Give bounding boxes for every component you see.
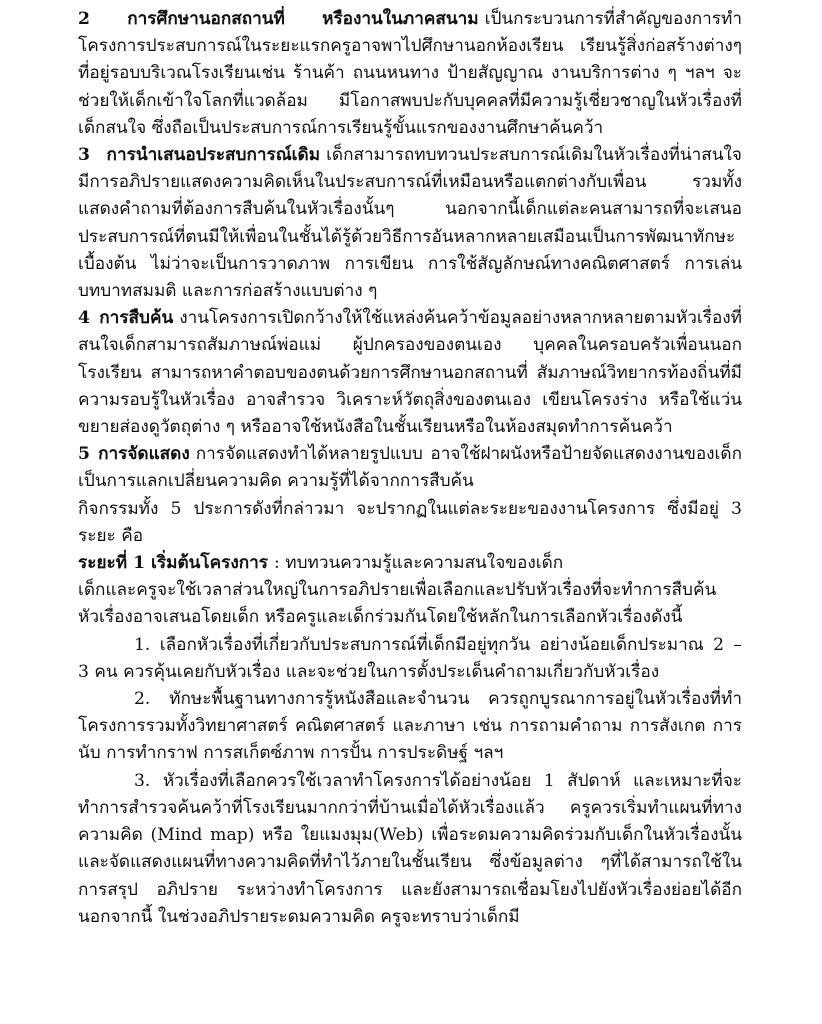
section-2 xyxy=(78,6,742,142)
phase-1-heading-line xyxy=(78,550,742,577)
section-4 xyxy=(78,305,742,441)
section-body: เด็กสามารถทบทวนประสบการณ์เดิมในหัวเรื่องที่น่าสนใจ มีการอภิปรายแสดงความคิดเห็นในประสบการณ์ที่เหมือนหรือแตกต่างกับเพื่อน รวมทั้งแสดงคำถามที่ต้องการสืบค้นในหัวเรื่องนั้นๆ นอกจากนี้เด็กแต่ละคนสามารถที่จะเสนอประสบการณ์ที่ตนมีให้เพื่อนในชั้นได้รู้ด้วยวิธีการอันหลากหลายเสมือนเป็นการพัฒนาทักษะเบื้องต้น ไม่ว่าจะเป็นการวาดภาพ การเขียน การใช้สัญลักษณ์ทางคณิตศาสตร์ การเล่นบทบาทสมมติ และการก่อสร้างแบบต่าง ๆ xyxy=(78,145,742,302)
section-5 xyxy=(78,441,742,495)
section-3 xyxy=(78,142,742,305)
phase-1-body: เด็กและครูจะใช้เวลาส่วนใหญ่ในการอภิปรายเพื่อเลือกและปรับหัวเรื่องที่จะทำการสืบค้น หัวเรื่องอาจเสนอโดยเด็ก หรือครูและเด็กร่วมกันโดยใช้หลักในการเลือกหัวเรื่องดังนี้ xyxy=(78,580,717,628)
phase-subtitle: : ทบทวนความรู้และความสนใจของเด็ก xyxy=(274,553,564,574)
document-page xyxy=(78,6,742,1018)
section-heading: 5 การจัดแสดง xyxy=(78,444,190,465)
section-body: เป็นกระบวนการที่สำคัญของการทำโครงการประสบการณ์ในระยะแรกครูอาจพาไปศึกษานอกห้องเรียน เรียนรู้สิ่งก่อสร้างต่างๆที่อยู่รอบบริเวณโรงเรียนเช่น ร้านค้า ถนนหนทาง ป้ายสัญญาณ งานบริการต่าง ๆ ฯลฯ จะช่วยให้เด็กเข้าใจโลกที่แวดล้อม มีโอกาสพบปะกับบุคคลที่มีความรู้เชี่ยวชาญในหัวเรื่องที่เด็กสนใจ ซึ่งถือเป็นประสบการณ์การเรียนรู้ขั้นแรกของงานศึกษาค้นคว้า xyxy=(78,9,742,138)
criterion-3: 3. หัวเรื่องที่เลือกควรใช้เวลาทำโครงการได้อย่างน้อย 1 สัปดาห์ และเหมาะที่จะทำการสำรวจค้นคว้าที่โรงเรียนมากกว่าที่บ้านเมื่อได้หัวเรื่องแล้ว ครูควรเริ่มทำแผนที่ทางความคิด (Mind map) หรือ ใยแมงมุม(Web) เพื่อระดมความคิดร่วมกับเด็กในหัวเรื่องนั้น และจัดแสดงแผนที่ทางความคิดที่ทำไว้ภายในชั้นเรียน ซึ่งข้อมูลต่าง ๆที่ได้สามารถใช้ในการสรุป อภิปราย ระหว่างทำโครงการ และยังสามารถเชื่อมโยงไปยังหัวเรื่องย่อยได้อีกนอกจากนี้ ในช่วงอภิปรายระดมความคิด ครูจะทราบว่าเด็กมี xyxy=(78,770,742,927)
section-body: การจัดแสดงทำได้หลายรูปแบบ อาจใช้ฝาผนังหรือป้ายจัดแสดงงานของเด็ก เป็นการแลกเปลี่ยนความคิด ความรู้ที่ได้จากการสืบค้น xyxy=(78,444,742,492)
section-heading: 4 การสืบค้น xyxy=(78,308,174,329)
criterion-1: 1. เลือกหัวเรื่องที่เกี่ยวกับประสบการณ์ที่เด็กมีอยู่ทุกวัน อย่างน้อยเด็กประมาณ 2 – 3 คน ควรคุ้นเคยกับหัวเรื่อง และจะช่วยในการตั้งประเด็นคำถามเกี่ยวกับหัวเรื่อง xyxy=(78,634,742,682)
summary-paragraph: กิจกรรมทั้ง 5 ประการดังที่กล่าวมา จะปรากฏในแต่ละระยะของงานโครงการ ซึ่งมีอยู่ 3 ระยะ คือ xyxy=(78,498,742,546)
criterion-2: 2. ทักษะพื้นฐานทางการรู้หนังสือและจำนวน ควรถูกบูรณาการอยู่ในหัวเรื่องที่ทำโครงการรวมทั้งวิทยาศาสตร์ คณิตศาสตร์ และภาษา เช่น การถามคำถาม การสังเกต การนับ การทำกราฟ การสเก็ตซ์ภาพ การปั้น การประดิษฐ์ ฯลฯ xyxy=(78,689,742,764)
phase-heading: ระยะที่ 1 เริ่มต้นโครงการ xyxy=(78,553,269,574)
section-heading: 3 การนำเสนอประสบการณ์เดิม xyxy=(78,145,321,166)
section-body: งานโครงการเปิดกว้างให้ใช้แหล่งค้นคว้าข้อมูลอย่างหลากหลายตามหัวเรื่องที่สนใจเด็กสามารถสัมภาษณ์พ่อแม่ ผู้ปกครองของตนเอง บุคคลในครอบครัวเพื่อนนอกโรงเรียน สามารถหาคำตอบของตนด้วยการศึกษานอกสถานที่ สัมภาษณ์วิทยากรท้องถิ่นที่มีความรอบรู้ในหัวเรื่อง อาจสำรวจ วิเคราะห์วัตถุสิ่งของตนเอง เขียนโครงร่าง หรือใช้แว่นขยายส่องดูวัตถุต่าง ๆ หรืออาจใช้หนังสือในชั้นเรียนหรือในห้องสมุดทำการค้นคว้า xyxy=(78,308,742,438)
section-heading: 2 การศึกษานอกสถานที่ หรืองานในภาคสนาม xyxy=(78,9,479,29)
